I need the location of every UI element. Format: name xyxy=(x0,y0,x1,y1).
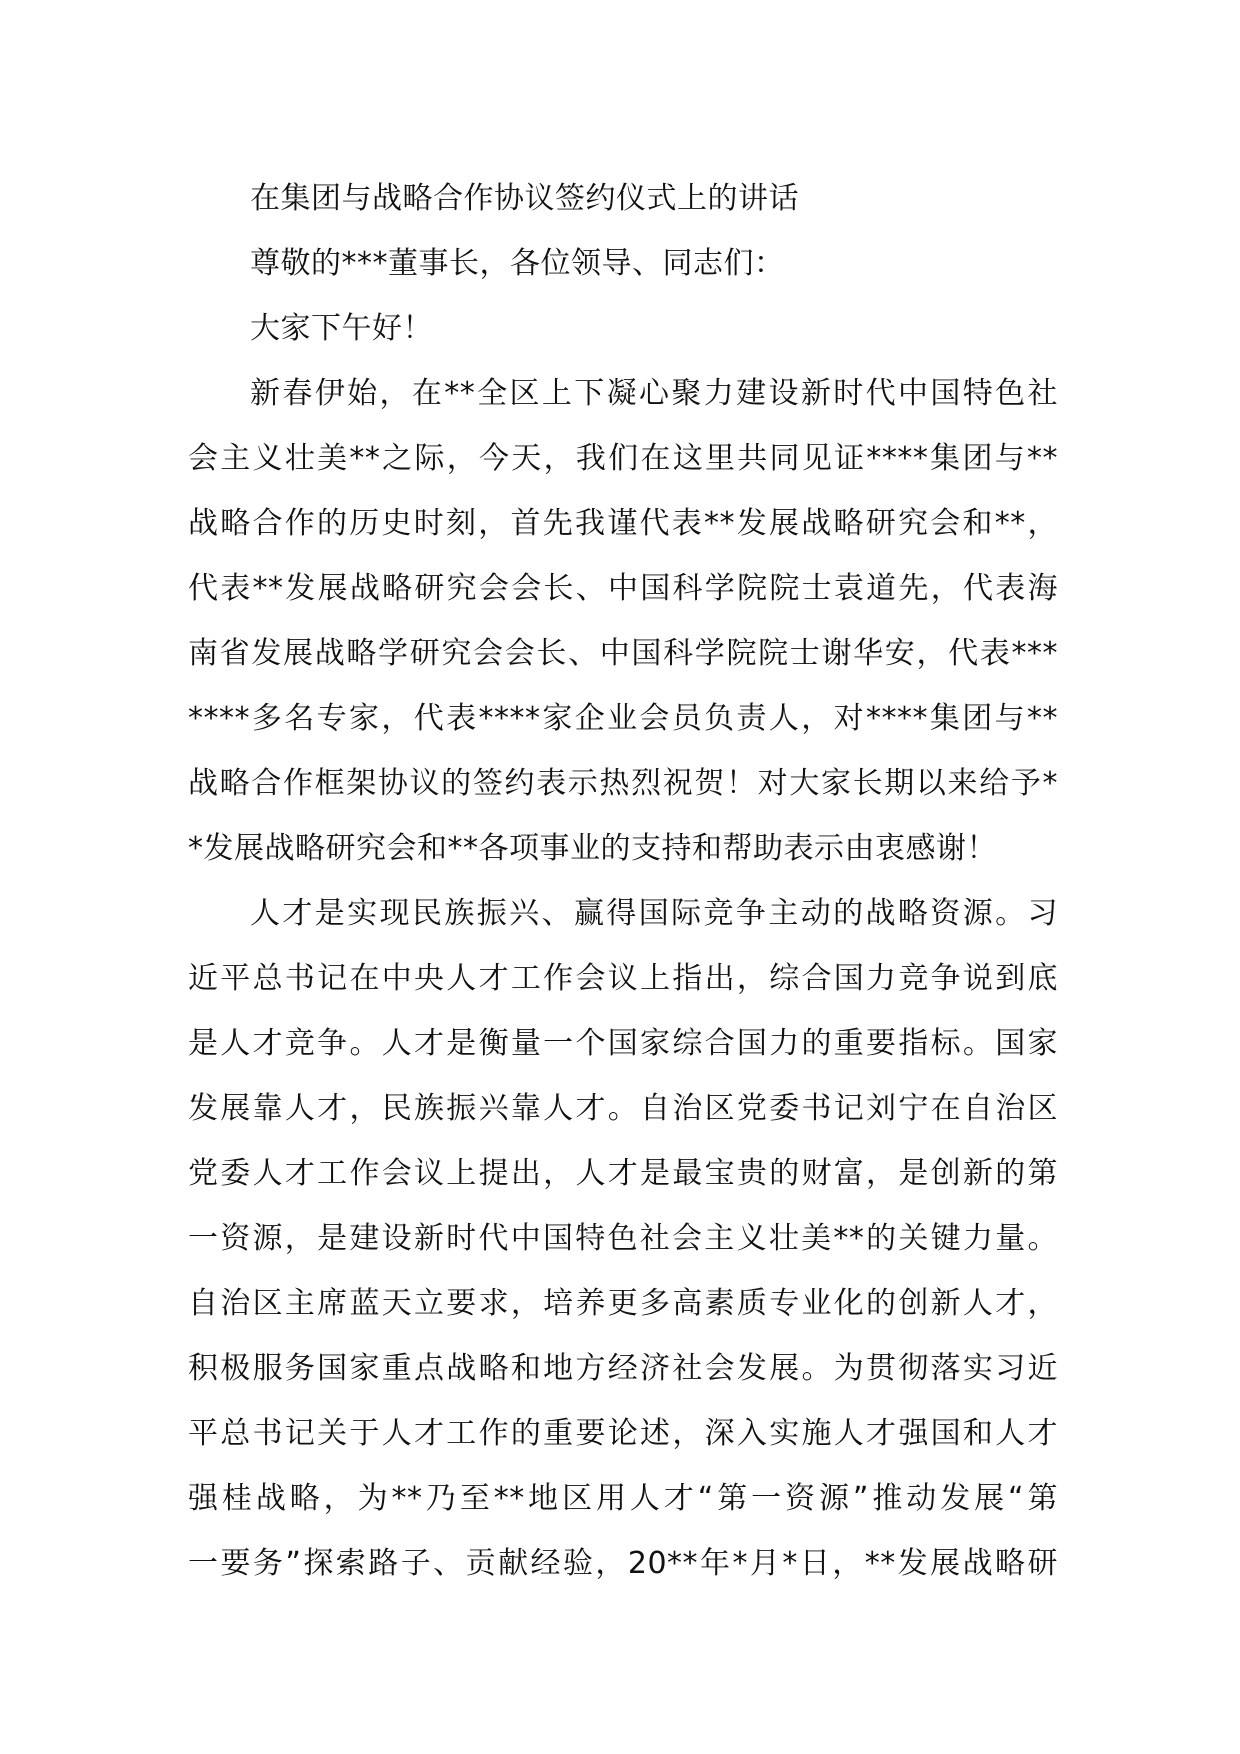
paragraph-1 xyxy=(188,361,1058,881)
paragraph-line: *发展战略研究会和**各项事业的支持和帮助表示由衷感谢！ xyxy=(188,831,997,866)
paragraph-line: 人才是实现民族振兴、赢得国际竞争主动的战略资源。习 xyxy=(250,896,1058,931)
paragraph-line: 战略合作的历史时刻，首先我谨代表**发展战略研究会和**， xyxy=(188,506,1058,541)
paragraph-line: 一资源，是建设新时代中国特色社会主义壮美**的关键力量。 xyxy=(188,1221,1058,1256)
paragraph-line: 新春伊始，在**全区上下凝心聚力建设新时代中国特色社 xyxy=(250,376,1058,411)
paragraph-line: 自治区主席蓝天立要求，培养更多高素质专业化的创新人才， xyxy=(188,1286,1058,1321)
paragraph-line: 一要务”探索路子、贡献经验，20**年*月*日，**发展战略研 xyxy=(188,1546,1058,1581)
salutation: 尊敬的***董事长，各位领导、同志们： xyxy=(250,246,785,281)
paragraph-line: 积极服务国家重点战略和地方经济社会发展。为贯彻落实习近 xyxy=(188,1351,1058,1386)
paragraph-line: 发展靠人才，民族振兴靠人才。自治区党委书记刘宁在自治区 xyxy=(188,1091,1058,1126)
paragraph-line: 战略合作框架协议的签约表示热烈祝贺！对大家长期以来给予* xyxy=(188,766,1058,801)
paragraph-2 xyxy=(188,881,1058,1596)
paragraph-line: 强桂战略，为**乃至**地区用人才“第一资源”推动发展“第 xyxy=(188,1481,1058,1516)
paragraph-line: 是人才竞争。人才是衡量一个国家综合国力的重要指标。国家 xyxy=(188,1026,1058,1061)
paragraph-line: 平总书记关于人才工作的重要论述，深入实施人才强国和人才 xyxy=(188,1416,1058,1451)
document-title: 在集团与战略合作协议签约仪式上的讲话 xyxy=(250,181,799,216)
greeting: 大家下午好！ xyxy=(250,311,433,346)
paragraph-line: 会主义壮美**之际，今天，我们在这里共同见证****集团与** xyxy=(188,441,1058,476)
paragraph-line: 党委人才工作会议上提出，人才是最宝贵的财富，是创新的第 xyxy=(188,1156,1058,1191)
paragraph-line: 南省发展战略学研究会会长、中国科学院院士谢华安，代表*** xyxy=(188,636,1058,671)
paragraph-line: 近平总书记在中央人才工作会议上指出，综合国力竞争说到底 xyxy=(188,961,1058,996)
document-body xyxy=(188,166,1058,1596)
paragraph-line: 代表**发展战略研究会会长、中国科学院院士袁道先，代表海 xyxy=(188,571,1058,606)
paragraph-line: ****多名专家，代表****家企业会员负责人，对****集团与** xyxy=(188,701,1058,736)
